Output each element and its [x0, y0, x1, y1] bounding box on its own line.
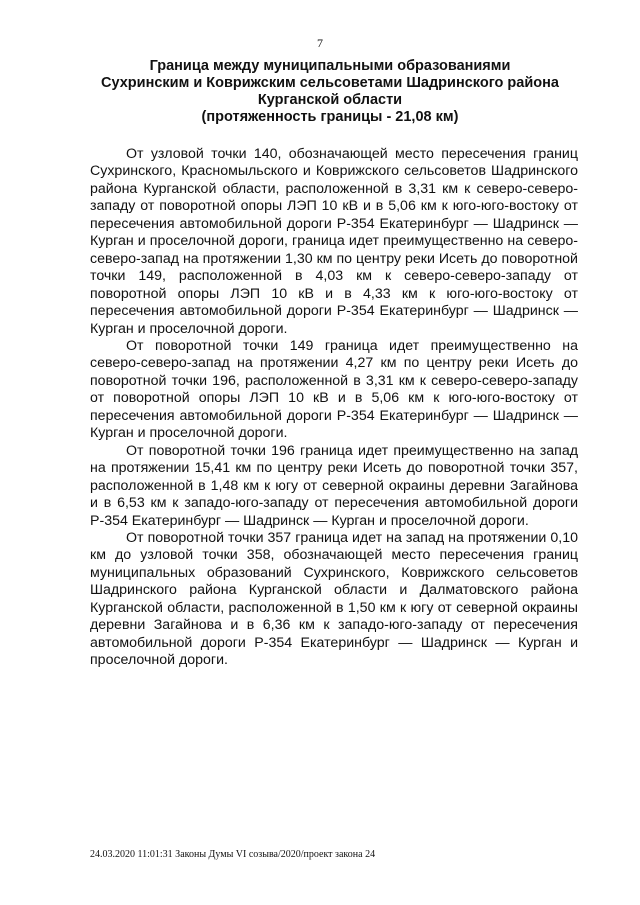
paragraph-3: От поворотной точки 196 граница идет преимущественно на запад на протяжении 15,41 км по центру реки Исеть до поворотной точки 357, расположенной в 1,48 км к югу от северной окраины деревни Загайнова и в 6,53 км к западо-юго-западу от пересечения автомобильной дороги Р-354 Екатеринбург — Шадринск — Курган и проселочной дороги. — [90, 442, 578, 529]
paragraph-2: От поворотной точки 149 граница идет преимущественно на северо-северо-запад на протяжении 4,27 км по центру реки Исеть до поворотной точки 196, расположенной в 3,31 км к северо-северо-западу от поворотной опоры ЛЭП 10 кВ и в 5,06 км к юго-юго-востоку от пересечения автомобильной дороги Р-354 Екатеринбург — Шадринск — Курган и проселочной дороги. — [90, 337, 578, 442]
title-line-3: Курганской области — [257, 92, 403, 108]
document-body — [90, 146, 578, 670]
title-line-2: Сухринским и Коврижским сельсоветами Шадринского района — [101, 75, 559, 91]
footer-stamp: 24.03.2020 11:01:31 Законы Думы VI созыва/2020/проект закона 24 — [90, 849, 376, 860]
document-title — [60, 58, 600, 126]
page-number: 7 — [317, 36, 323, 50]
paragraph-4: От поворотной точки 357 граница идет на запад на протяжении 0,10 км до узловой точки 358, обозначающей место пересечения границ муниципальных образований Сухринского, Коврижского сельсоветов Шадринского района Курганской области и Далматовского района Курганской области, расположенной в 1,50 км к югу от северной окраины деревни Загайнова и в 6,36 км к западо-юго-западу от пересечения автомобильной дороги Р-354 Екатеринбург — Шадринск — Курган и проселочной дороги. — [90, 529, 578, 669]
title-line-4: (протяженность границы - 21,08 км) — [201, 109, 459, 125]
paragraph-1: От узловой точки 140, обозначающей место пересечения границ Сухринского, Красномыльского и Коврижского сельсоветов Шадринского района Курганской области, расположенной в 3,31 км к северо-северо-западу от поворотной опоры ЛЭП 10 кВ и в 5,06 км к юго-юго-востоку от пересечения автомобильной дороги Р-354 Екатеринбург — Шадринск — Курган и проселочной дороги, граница идет преимущественно на северо-северо-запад на протяжении 1,30 км по центру реки Исеть до поворотной точки 149, расположенной в 4,03 км к северо-северо-западу от поворотной опоры ЛЭП 10 кВ и в 4,33 км к юго-юго-востоку от пересечения автомобильной дороги Р-354 Екатеринбург — Шадринск — Курган и проселочной дороги. — [90, 146, 578, 337]
title-line-1: Граница между муниципальными образованиями — [149, 58, 511, 74]
